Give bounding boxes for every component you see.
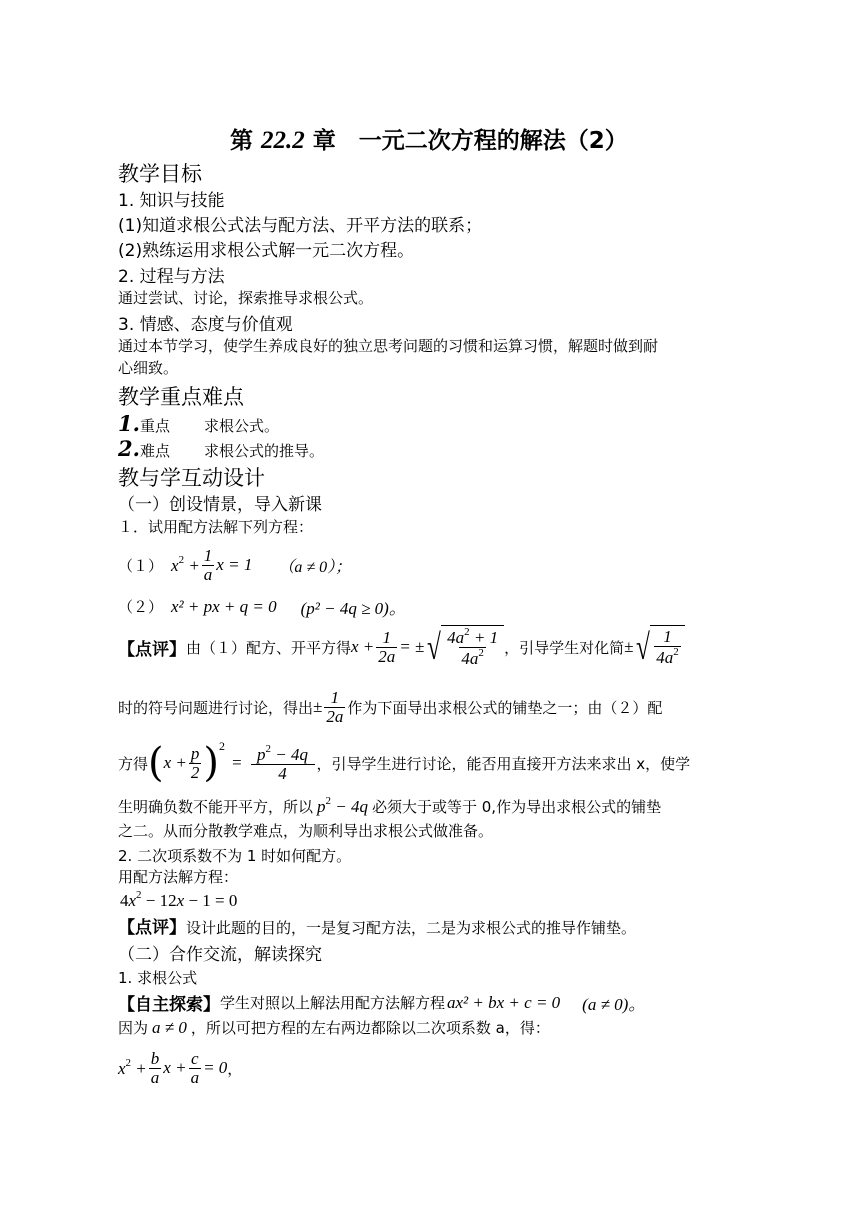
question-2-intro: 用配方法解方程：	[118, 868, 239, 886]
comment-text: 必须大于或等于 0,作为导出求根公式的铺垫	[372, 797, 662, 816]
key-point-text: 求根公式。	[203, 417, 279, 435]
objective-section-1: 1. 知识与技能	[118, 191, 225, 211]
comment-tag: 【点评】	[118, 639, 186, 660]
equation-2	[118, 594, 406, 619]
comment-tag: 【点评】	[118, 918, 186, 938]
equation-tag: （２）	[118, 598, 164, 616]
because-text: ，所以可把方程的左右两边都除以二次项系数 a，得：	[190, 1019, 550, 1037]
because-text: 因为	[118, 1019, 149, 1037]
objective-line: (2)熟练运用求根公式解一元二次方程。	[118, 241, 415, 261]
explore-equation: ax² + bx + c = 0	[447, 992, 561, 1012]
comment-line	[118, 913, 636, 938]
title-number: 22.2	[261, 127, 305, 154]
key-points-heading: 教学重点难点	[118, 385, 244, 409]
comment-line: 时的符号问题进行讨论，得出 ± $\frac{1}{2a}$ 作为下面导出求根公式的铺垫之一；由（２）配	[118, 687, 663, 726]
explore-condition: (a ≠ 0)。	[582, 995, 646, 1014]
equation-1: （１） $x^2$ + $\frac{1}{a}$ x = 1 （a ≠ 0）；	[118, 545, 352, 584]
comment-line: 方得 ( x + $\frac{p}{2}$ ) 2 = $\frac{p^2 - 4q}{4}$ ，引导学生进行讨论，能否用直接开方法来求出 x，使学	[118, 739, 691, 786]
objective-line: 通过本节学习，使学生养成良好的独立思考问题的习惯和运算习惯，解题时做到耐	[118, 337, 659, 355]
key-point-row	[118, 436, 324, 461]
question-1-intro: １．试用配方法解下列方程：	[118, 518, 314, 536]
comment-text: 由（１）配方、开平方得	[186, 638, 352, 657]
key-point-label: 重点	[139, 417, 170, 435]
comment-line: 生明确负数不能开平方，所以 $p^2 - 4q$ 必须大于或等于 0,作为导出求根公式的铺垫	[118, 795, 662, 816]
title-prefix: 第	[230, 128, 262, 154]
formula-heading: 1. 求根公式	[118, 969, 198, 987]
explore-text: 学生对照以上解法用配方法解方程	[220, 994, 446, 1012]
because-line: 因为 a ≠ 0 ，所以可把方程的左右两边都除以二次项系数 a，得：	[118, 1017, 550, 1037]
comment-text: 时的符号问题进行讨论，得出	[118, 698, 314, 717]
equation-condition: (p² − 4q ≥ 0)。	[300, 599, 406, 618]
equation-condition: （a ≠ 0）；	[278, 558, 352, 576]
equation-body: x² + px + q = 0	[171, 596, 277, 616]
question-2-equation: $4x^2 - 12x - 1 = 0$	[120, 889, 238, 910]
part1-heading: （一）创设情景，导入新课	[118, 495, 322, 515]
comment-text: ，引导学生进行讨论，能否用直接开方法来求出 x，使学	[316, 754, 691, 773]
objective-line: (1)知道求根公式法与配方法、开平方法的联系；	[118, 216, 483, 236]
divided-equation: $x^2$ + $\frac{b}{a}$ x + $\frac{c}{a}$ = 0 ，	[118, 1048, 243, 1087]
objective-section-2: 2. 过程与方法	[118, 267, 225, 287]
design-heading: 教与学互动设计	[118, 466, 265, 490]
comment-line: 【点评】 由（１）配方、开平方得 x + $\frac{1}{2a}$ = ± √ $\frac{4a^2 + 1}{4a^2}$ ，引导学生对化简 ± √ $\frac{1}{4a^2}$	[118, 622, 685, 672]
comment-line: 之二。从而分散教学难点，为顺利导出求根公式做准备。	[118, 822, 494, 840]
key-point-number: 2.	[118, 436, 140, 461]
comment-text: 作为下面导出求根公式的铺垫之一；由（２）配	[347, 698, 663, 717]
key-point-number: 1.	[118, 411, 140, 436]
comment-text: 方得	[118, 754, 149, 773]
objectives-heading: 教学目标	[118, 162, 202, 186]
key-point-text: 求根公式的推导。	[203, 442, 324, 460]
objective-line: 通过尝试、讨论，探索推导求根公式。	[118, 289, 374, 307]
comment-text: ，引导学生对化简	[504, 638, 625, 657]
comment-text: 设计此题的目的，一是复习配方法，二是为求根公式的推导作铺垫。	[186, 919, 637, 937]
title-suffix: 章 一元二次方程的解法（2）	[304, 128, 628, 154]
page-title	[230, 122, 628, 155]
equation-tag: （１）	[118, 556, 164, 575]
explore-line	[118, 990, 645, 1015]
comment-text: 生明确负数不能开平方，所以	[118, 797, 314, 816]
objective-line: 心细致。	[118, 359, 179, 377]
question-2: 2. 二次项系数不为 1 时如何配方。	[118, 847, 352, 865]
explore-tag: 【自主探索】	[118, 995, 220, 1015]
part2-heading: （二）合作交流，解读探究	[118, 945, 322, 965]
objective-section-3: 3. 情感、态度与价值观	[118, 315, 293, 335]
key-point-row	[118, 411, 279, 436]
equation-tail: ，	[227, 1059, 243, 1078]
key-point-label: 难点	[139, 442, 170, 460]
